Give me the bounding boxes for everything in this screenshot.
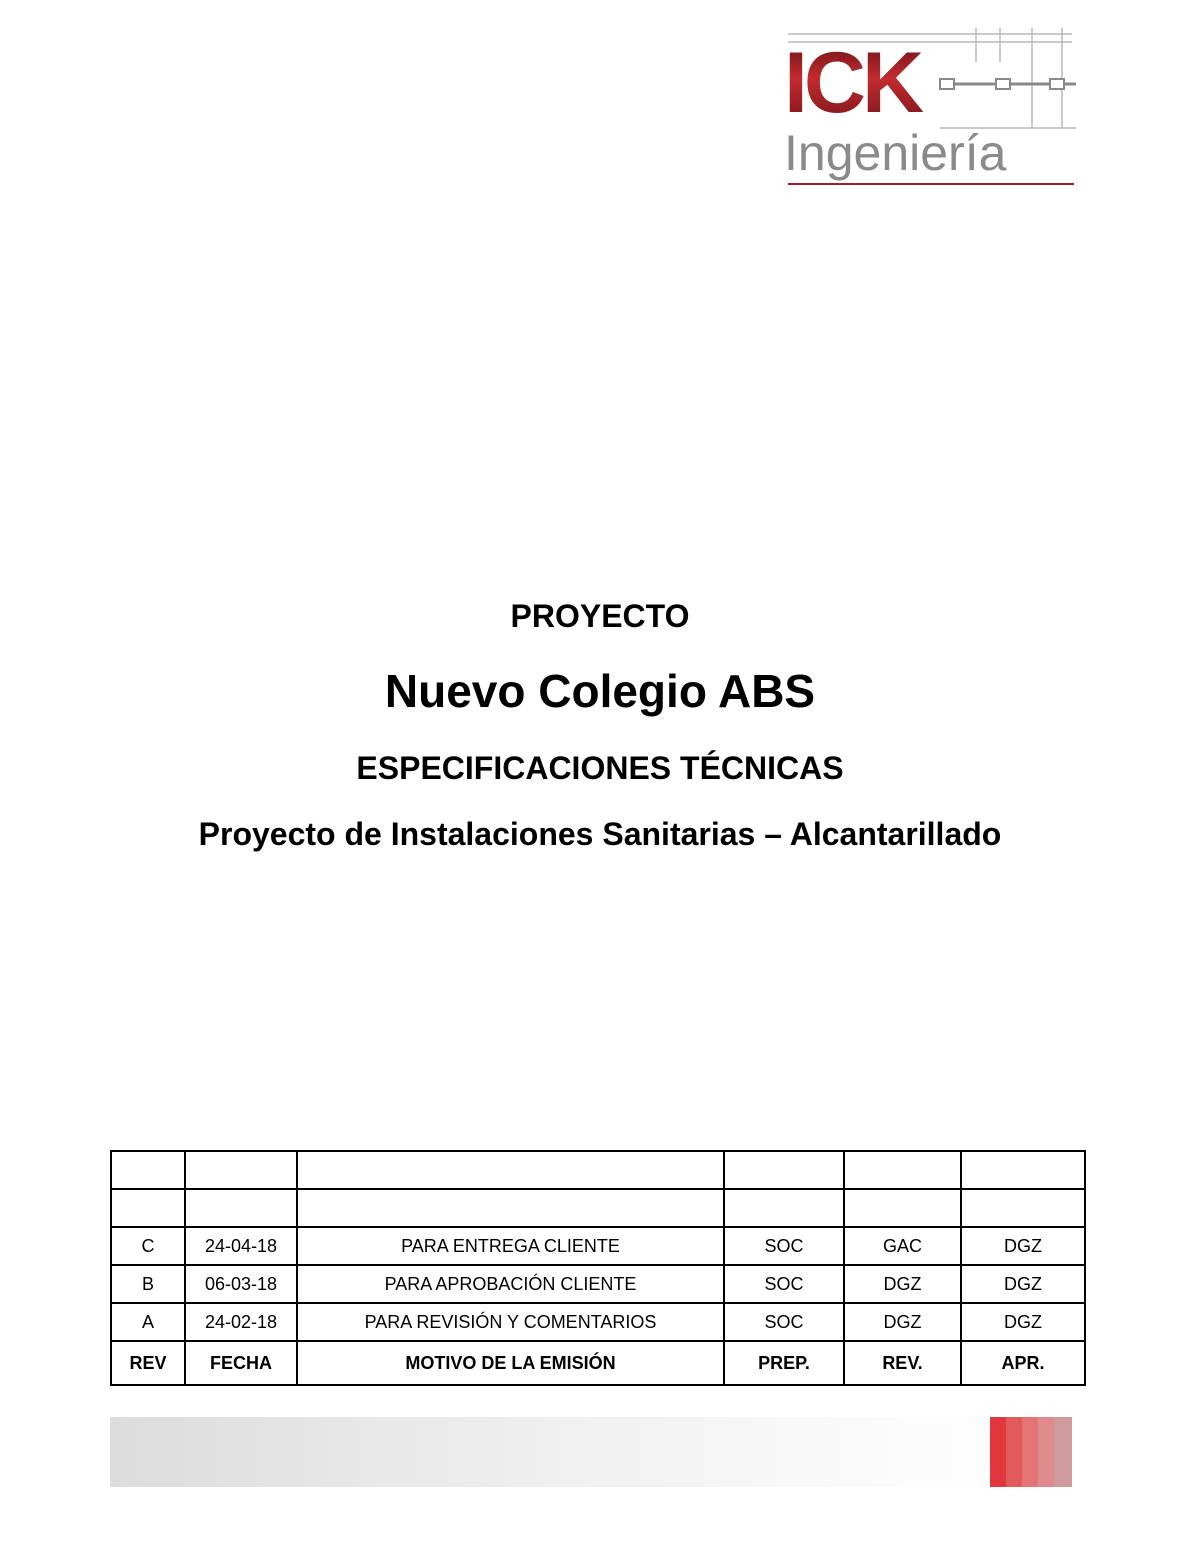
table-cell [185, 1189, 297, 1227]
logo-graphic [780, 28, 1080, 190]
table-cell [844, 1151, 961, 1189]
table-row-empty [111, 1189, 1085, 1227]
rev-cell: B [111, 1265, 185, 1303]
table-cell [724, 1189, 844, 1227]
prep-cell: SOC [724, 1227, 844, 1265]
table-cell [111, 1151, 185, 1189]
doc-label: PROYECTO [510, 598, 690, 634]
approver-cell: DGZ [961, 1303, 1085, 1341]
header-approver: APR. [961, 1341, 1085, 1385]
logo-subtitle: Ingeniería [784, 125, 1007, 181]
table-cell [297, 1151, 724, 1189]
table-row [111, 1303, 1085, 1341]
footer-stripe [1038, 1417, 1054, 1487]
prep-cell: SOC [724, 1265, 844, 1303]
header-rev: REV [111, 1341, 185, 1385]
table-cell [844, 1189, 961, 1227]
approver-cell: DGZ [961, 1265, 1085, 1303]
table-cell [297, 1189, 724, 1227]
rev-cell: C [111, 1227, 185, 1265]
company-logo [780, 28, 1080, 190]
table-row-empty [111, 1151, 1085, 1189]
logo-brand: ICK [784, 35, 921, 131]
reason-cell: PARA ENTREGA CLIENTE [297, 1227, 724, 1265]
table-cell [961, 1151, 1085, 1189]
table-header-row [111, 1341, 1085, 1385]
table-cell [111, 1189, 185, 1227]
table-cell [724, 1151, 844, 1189]
reviewer-cell: DGZ [844, 1265, 961, 1303]
reason-cell: PARA REVISIÓN Y COMENTARIOS [297, 1303, 724, 1341]
doc-subject: Proyecto de Instalaciones Sanitarias – Alcantarillado [198, 816, 1002, 852]
footer-stripe [990, 1417, 1006, 1487]
header-reason: MOTIVO DE LA EMISIÓN [297, 1341, 724, 1385]
header-date: FECHA [185, 1341, 297, 1385]
approver-cell: DGZ [961, 1227, 1085, 1265]
project-name: Nuevo Colegio ABS [384, 665, 816, 717]
reviewer-cell: DGZ [844, 1303, 961, 1341]
date-cell: 24-02-18 [185, 1303, 297, 1341]
table-cell [961, 1189, 1085, 1227]
footer-stripe [1054, 1417, 1072, 1487]
footer-stripe [1022, 1417, 1038, 1487]
revision-table [110, 1150, 1086, 1386]
footer-stripe [1006, 1417, 1022, 1487]
table-cell [185, 1151, 297, 1189]
header-reviewer: REV. [844, 1341, 961, 1385]
reason-cell: PARA APROBACIÓN CLIENTE [297, 1265, 724, 1303]
table-row [111, 1227, 1085, 1265]
rev-cell: A [111, 1303, 185, 1341]
date-cell: 06-03-18 [185, 1265, 297, 1303]
table-row [111, 1265, 1085, 1303]
date-cell: 24-04-18 [185, 1227, 297, 1265]
footer-bar [110, 1417, 1072, 1487]
prep-cell: SOC [724, 1303, 844, 1341]
reviewer-cell: GAC [844, 1227, 961, 1265]
header-prep: PREP. [724, 1341, 844, 1385]
doc-type: ESPECIFICACIONES TÉCNICAS [356, 750, 844, 786]
